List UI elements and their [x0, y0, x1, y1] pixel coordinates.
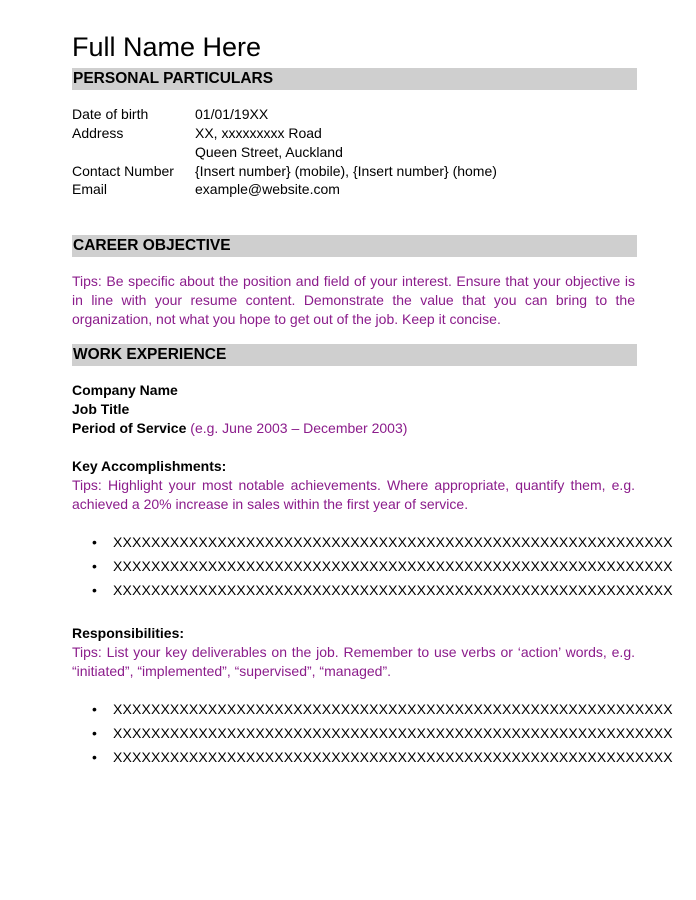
email-value: example@website.com: [195, 181, 340, 197]
responsibilities-heading: Responsibilities:: [72, 625, 185, 641]
responsibility-text: XXXXXXXXXXXXXXXXXXXXXXXXXXXXXXXXXXXXXXXXXXXXXXXXXXXXXXXXXXX: [113, 725, 673, 741]
accomplishment-text: XXXXXXXXXXXXXXXXXXXXXXXXXXXXXXXXXXXXXXXXXXXXXXXXXXXXXXXXXXX: [113, 534, 673, 550]
section-heading-personal: PERSONAL PARTICULARS: [72, 68, 637, 90]
accomplishments-tip: Tips: Highlight your most notable achievements. Where appropriate, quantify them, e.g. achieved a 20% increase in sales within the first year of service.: [72, 477, 635, 512]
responsibility-text: XXXXXXXXXXXXXXXXXXXXXXXXXXXXXXXXXXXXXXXXXXXXXXXXXXXXXXXXXXX: [113, 749, 673, 765]
dob-label: Date of birth: [72, 106, 149, 122]
bullet-icon: •: [92, 558, 97, 574]
address-label: Address: [72, 125, 124, 141]
responsibilities-tip: Tips: List your key deliverables on the job. Remember to use verbs or ‘action’ words, e.g. “initiated”, “implemented”, “supervised”, “managed”.: [72, 644, 635, 679]
address-line2: Queen Street, Auckland: [195, 144, 343, 160]
accomplishment-text: XXXXXXXXXXXXXXXXXXXXXXXXXXXXXXXXXXXXXXXXXXXXXXXXXXXXXXXXXXX: [113, 582, 673, 598]
accomplishments-heading: Key Accomplishments:: [72, 458, 227, 474]
period-example: (e.g. June 2003 – December 2003): [190, 420, 408, 436]
bullet-icon: •: [92, 534, 97, 550]
contact-value: {Insert number} (mobile), {Insert number} (home): [195, 163, 497, 179]
contact-label: Contact Number: [72, 163, 174, 179]
dob-value: 01/01/19XX: [195, 106, 269, 122]
email-label: Email: [72, 181, 108, 197]
job-title: Job Title: [72, 401, 130, 417]
period-of-service: [72, 419, 407, 438]
section-heading-career: CAREER OBJECTIVE: [72, 235, 637, 257]
address-line1: XX, xxxxxxxxx Road: [195, 125, 322, 141]
company-name: Company Name: [72, 382, 178, 398]
bullet-icon: •: [92, 725, 97, 741]
full-name-title: Full Name Here: [72, 32, 262, 62]
accomplishment-text: XXXXXXXXXXXXXXXXXXXXXXXXXXXXXXXXXXXXXXXXXXXXXXXXXXXXXXXXXXX: [113, 558, 673, 574]
responsibility-text: XXXXXXXXXXXXXXXXXXXXXXXXXXXXXXXXXXXXXXXXXXXXXXXXXXXXXXXXXXX: [113, 701, 673, 717]
career-objective-tip: Tips: Be specific about the position and field of your interest. Ensure that your objective is in line with your resume content. Demonstrate the value that you can bring to the organization, not what you hope to get out of the job. Keep it concise.: [72, 273, 635, 327]
bullet-icon: •: [92, 701, 97, 717]
period-label: Period of Service: [72, 420, 187, 436]
section-heading-work: WORK EXPERIENCE: [72, 344, 637, 366]
bullet-icon: •: [92, 582, 97, 598]
bullet-icon: •: [92, 749, 97, 765]
